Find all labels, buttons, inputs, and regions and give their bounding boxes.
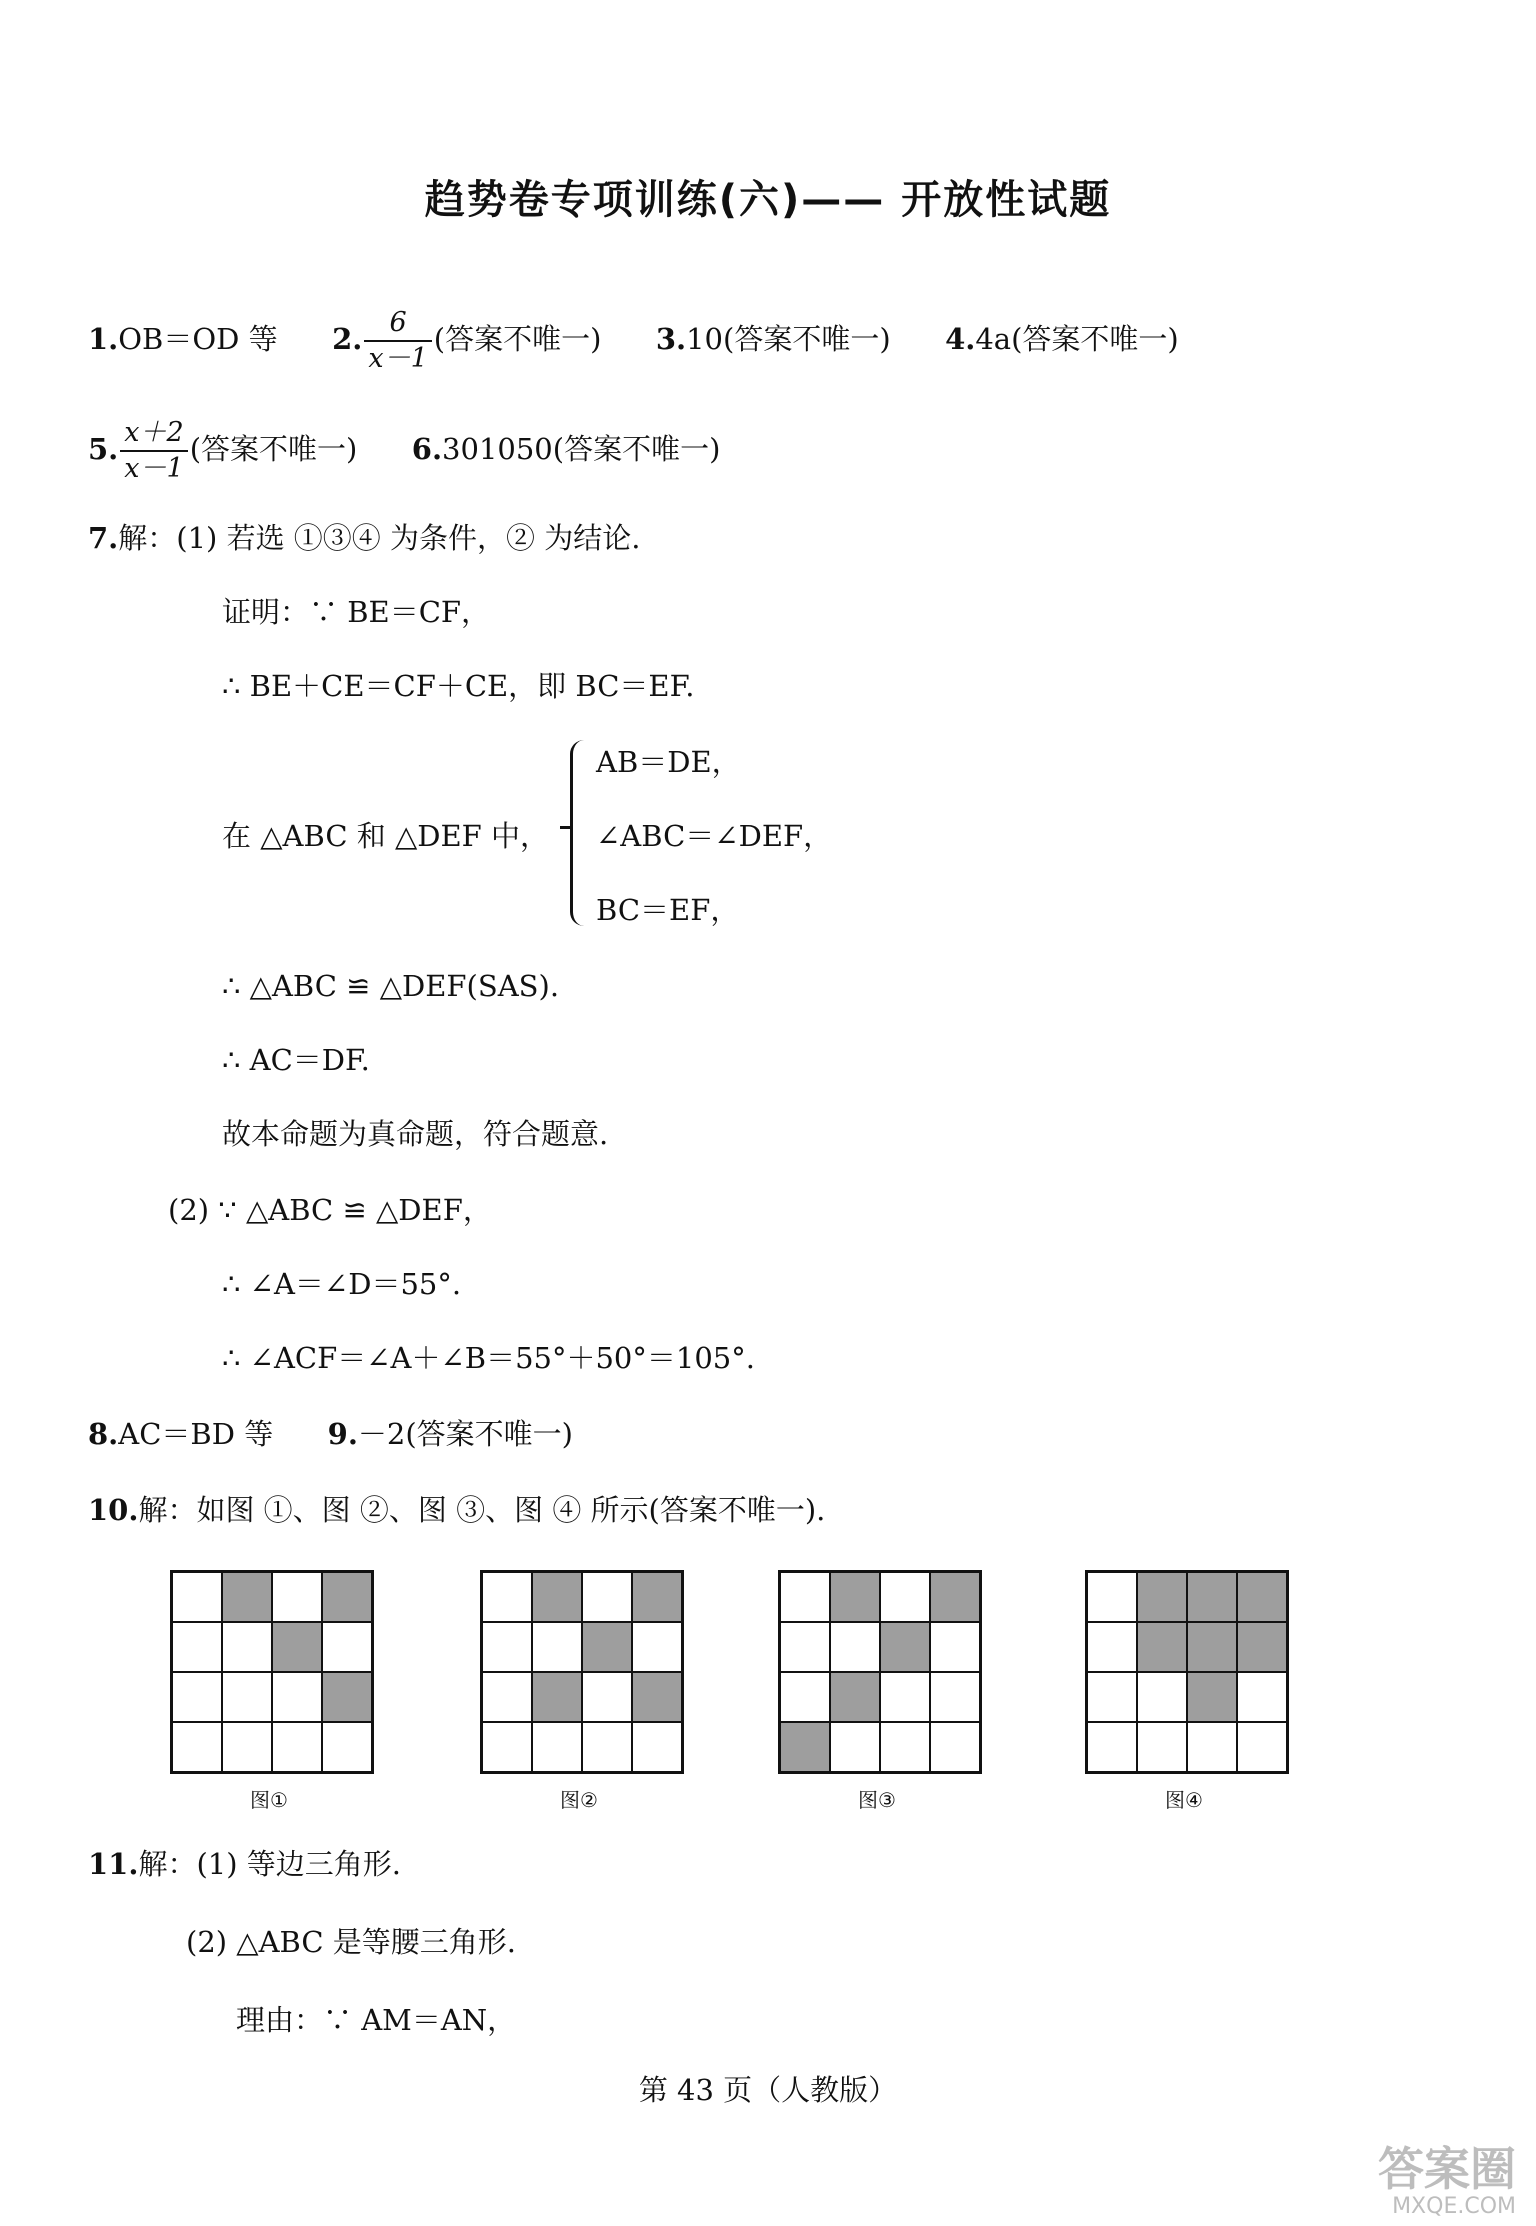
q7-line-7: 故本命题为真命题，符合题意.	[222, 1117, 609, 1151]
grid-cell	[880, 1572, 930, 1622]
q6-number: 6.	[411, 432, 443, 466]
q2-fraction	[364, 306, 431, 376]
q7-number: 7.	[88, 521, 119, 555]
q7-line-9: ∴ ∠A＝∠D＝55°.	[222, 1267, 462, 1301]
page-title: 趋势卷专项训练(六)—— 开放性试题	[424, 177, 1112, 223]
q9-number: 9.	[327, 1417, 358, 1451]
grid-cell-shaded	[532, 1572, 582, 1622]
q11-line-3: 理由：∵ AM＝AN，	[236, 2003, 517, 2037]
q2-fraction-numerator: 6	[364, 306, 431, 342]
q5-fraction-numerator: x＋2	[120, 416, 187, 452]
grid-cell	[930, 1622, 980, 1672]
grid-cell	[222, 1622, 272, 1672]
system-brace	[570, 740, 591, 926]
q8-number: 8.	[88, 1417, 119, 1451]
grid-cell	[830, 1722, 880, 1772]
grid-cell-shaded	[222, 1572, 272, 1622]
system-line-3: BC＝EF，	[596, 893, 740, 927]
q1-number: 1.	[88, 322, 119, 356]
grid-cell-shaded	[930, 1572, 980, 1622]
q3-number: 3.	[655, 322, 687, 356]
answer-row-2	[88, 416, 720, 486]
grid-cell-shaded	[632, 1672, 682, 1722]
watermark-line-2: MXQE.COM	[1392, 2194, 1516, 2219]
figure-caption-2: 图②	[560, 1788, 598, 1812]
q10-text: 解：如图 ①、图 ②、图 ③、图 ④ 所示(答案不唯一).	[138, 1493, 826, 1527]
grid-cell	[172, 1622, 222, 1672]
q7-line-6: ∴ AC＝DF.	[222, 1043, 370, 1077]
grid-cell	[1137, 1722, 1187, 1772]
q11-line-2: (2) △ABC 是等腰三角形.	[186, 1925, 517, 1959]
grid-cell	[930, 1672, 980, 1722]
q10-number: 10.	[88, 1493, 139, 1527]
grid-cell	[532, 1722, 582, 1772]
q5-fraction-denominator: x－1	[124, 453, 184, 484]
watermark-line-1: 答案圈	[1378, 2142, 1516, 2196]
q10-line	[88, 1490, 825, 1530]
grid-cell-shaded	[532, 1672, 582, 1722]
grid-cell	[632, 1622, 682, 1672]
figure-caption-3: 图③	[858, 1788, 896, 1812]
q5-number: 5.	[88, 432, 119, 466]
q1-answer: OB＝OD 等	[118, 322, 278, 356]
grid-cell-shaded	[322, 1672, 372, 1722]
grid-cell	[172, 1572, 222, 1622]
q7-text-1: 解：(1) 若选 ①③④ 为条件，② 为结论.	[118, 521, 641, 555]
figure-grid-4	[1085, 1570, 1289, 1774]
figure-grid-2	[480, 1570, 684, 1774]
grid-cell	[222, 1722, 272, 1772]
grid-cell	[780, 1572, 830, 1622]
grid-cell-shaded	[582, 1622, 632, 1672]
q4-answer: 4a(答案不唯一)	[975, 322, 1179, 356]
grid-cell	[482, 1672, 532, 1722]
grid-cell	[582, 1722, 632, 1772]
q11-line-1	[88, 1844, 401, 1884]
q7-line-8: (2) ∵ △ABC ≌ △DEF，	[168, 1193, 492, 1227]
grid-cell-shaded	[1237, 1622, 1287, 1672]
grid-cell	[272, 1722, 322, 1772]
grid-cell-shaded	[830, 1572, 880, 1622]
grid-cell	[322, 1722, 372, 1772]
grid-cell	[1087, 1572, 1137, 1622]
grid-cell	[780, 1672, 830, 1722]
grid-cell-shaded	[1187, 1672, 1237, 1722]
grid-cell	[880, 1722, 930, 1772]
q7-line-10: ∴ ∠ACF＝∠A＋∠B＝55°＋50°＝105°.	[222, 1341, 755, 1375]
q4-number: 4.	[945, 322, 976, 356]
grid-cell-shaded	[830, 1672, 880, 1722]
q8-answer: AC＝BD 等	[118, 1417, 274, 1451]
grid-cell	[482, 1622, 532, 1672]
q7-line-1	[88, 518, 640, 558]
q7-line-5: ∴ △ABC ≌ △DEF(SAS).	[222, 969, 560, 1003]
system-line-1: AB＝DE，	[596, 745, 741, 779]
q2-note: (答案不唯一)	[433, 322, 602, 356]
grid-cell	[830, 1622, 880, 1672]
q2-fraction-denominator: x－1	[368, 343, 428, 374]
q7-line-4: 在 △ABC 和 △DEF 中，	[222, 819, 550, 853]
grid-cell	[482, 1722, 532, 1772]
grid-cell	[322, 1622, 372, 1672]
figure-grid-1	[170, 1570, 374, 1774]
grid-cell	[1237, 1722, 1287, 1772]
grid-cell	[780, 1622, 830, 1672]
grid-cell	[582, 1672, 632, 1722]
page-footer: 第 43 页（人教版）	[638, 2073, 898, 2107]
grid-cell-shaded	[1237, 1572, 1287, 1622]
q5-note: (答案不唯一)	[189, 432, 358, 466]
grid-cell	[272, 1572, 322, 1622]
q2-number: 2.	[332, 322, 363, 356]
grid-cell	[172, 1722, 222, 1772]
answer-row-1	[88, 306, 1179, 376]
system-line-2: ∠ABC＝∠DEF，	[596, 819, 833, 853]
figure-caption-4: 图④	[1165, 1788, 1203, 1812]
grid-cell	[880, 1672, 930, 1722]
q3-answer: 10(答案不唯一)	[686, 322, 891, 356]
figure-grid-3	[778, 1570, 982, 1774]
grid-cell-shaded	[1137, 1572, 1187, 1622]
q7-line-2: 证明：∵ BE＝CF，	[222, 595, 491, 629]
watermark	[1378, 2144, 1516, 2220]
grid-cell	[1187, 1722, 1237, 1772]
grid-cell-shaded	[1187, 1622, 1237, 1672]
grid-cell-shaded	[1137, 1622, 1187, 1672]
grid-cell	[1237, 1672, 1287, 1722]
q6-answer: 301050(答案不唯一)	[442, 432, 721, 466]
grid-cell	[482, 1572, 532, 1622]
grid-cell	[172, 1672, 222, 1722]
q9-answer: －2(答案不唯一)	[357, 1417, 574, 1451]
grid-cell-shaded	[322, 1572, 372, 1622]
grid-cell	[1137, 1672, 1187, 1722]
grid-cell	[272, 1672, 322, 1722]
grid-cell-shaded	[880, 1622, 930, 1672]
grid-cell	[930, 1722, 980, 1772]
q11-number: 11.	[88, 1847, 139, 1881]
q11-text-1: 解：(1) 等边三角形.	[138, 1847, 401, 1881]
grid-cell	[1087, 1672, 1137, 1722]
grid-cell-shaded	[272, 1622, 322, 1672]
grid-cell-shaded	[632, 1572, 682, 1622]
q7-line-3: ∴ BE＋CE＝CF＋CE，即 BC＝EF.	[222, 669, 695, 703]
grid-cell	[532, 1622, 582, 1672]
figure-caption-1: 图①	[250, 1788, 288, 1812]
grid-cell	[222, 1672, 272, 1722]
grid-cell-shaded	[780, 1722, 830, 1772]
q5-fraction	[120, 416, 187, 486]
grid-cell	[1087, 1722, 1137, 1772]
grid-cell	[1087, 1622, 1137, 1672]
grid-cell-shaded	[1187, 1572, 1237, 1622]
system-brace-tip	[560, 826, 572, 829]
grid-cell	[632, 1722, 682, 1772]
answer-row-8-9	[88, 1414, 573, 1454]
grid-cell	[582, 1572, 632, 1622]
